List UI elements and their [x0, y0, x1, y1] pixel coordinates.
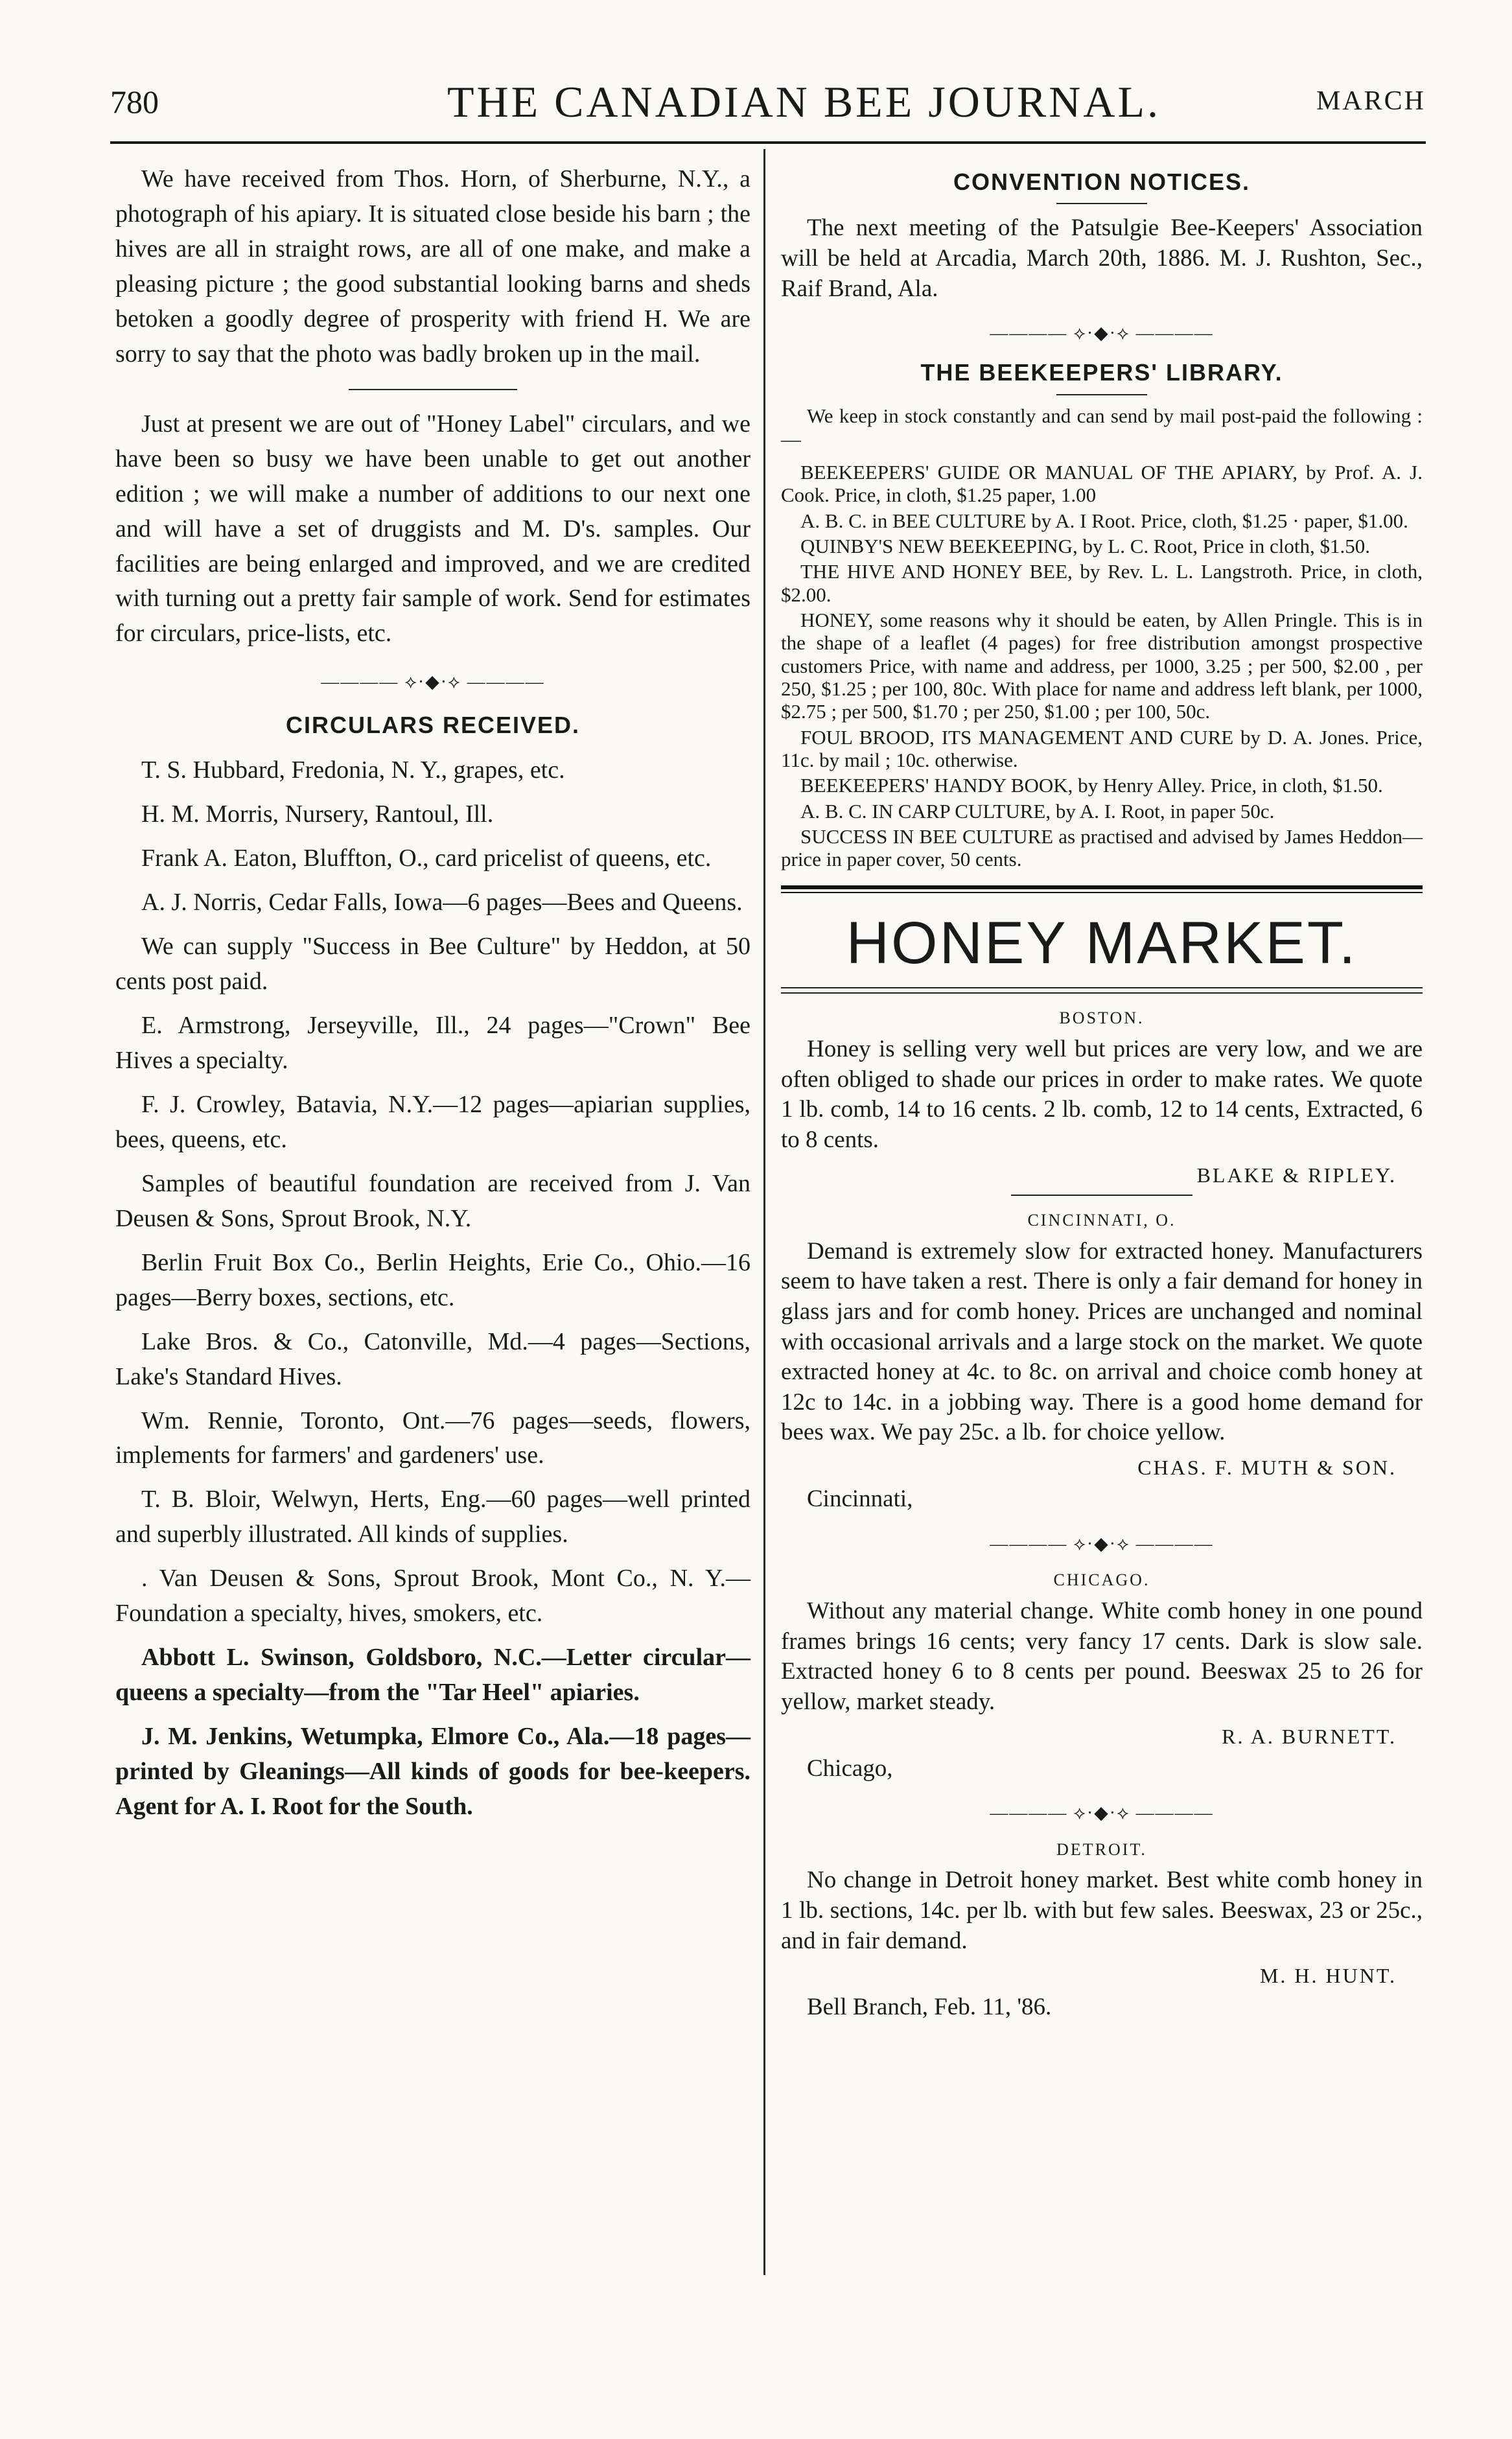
report-place: Chicago, [807, 1755, 893, 1782]
circular-item: . Van Deusen & Sons, Sprout Brook, Mont Co., N. Y.—Foundation a specialty, hives, smokers, etc. [115, 1565, 750, 1628]
library-intro: We keep in stock constantly and can send by mail post-paid the following :— [781, 404, 1423, 451]
library-item: FOUL BROOD, ITS MANAGEMENT AND CURE by D. A. Jones. Price, 11c. by mail ; 10c. otherwise. [781, 725, 1423, 771]
library-item: HONEY, some reasons why it should be eaten, by Allen Pringle. This is in the shape of a leaflet (4 pages) for free distribution amongst prospective customers Price, with name and address, per 1000, 3.25 ; per 500, $2.00 , per 250, $1.25 ; per 100, 80c. With place for name and address left blank, per 1000, $2.75 ; per 500, $1.70 ; per 250, $1.00 ; per 100, 50c. [781, 608, 1423, 723]
report-text: No change in Detroit honey market. Best white comb honey in 1 lb. sections, 14c. per lb. with but few sales. Beeswax, 23 or 25c., and in fair demand. [781, 1867, 1423, 1954]
market-report-chicago [781, 1570, 1423, 1784]
circular-item: Abbott L. Swinson, Goldsboro, N.C.—Letter circular—queens a specialty—from the "Tar Heel" apiaries. [115, 1644, 750, 1707]
library-item: THE HIVE AND HONEY BEE, by Rev. L. L. Langstroth. Price, in cloth, $2.00. [781, 560, 1423, 606]
heading-underline [1056, 394, 1147, 395]
issue-month: MARCH [1316, 86, 1426, 116]
market-report-cincinnati [781, 1210, 1423, 1515]
circular-item: Frank A. Eaton, Bluffton, O., card pricelist of queens, etc. [141, 845, 712, 872]
library-heading: THE BEEKEEPERS' LIBRARY. [920, 359, 1283, 386]
report-signature: CHAS. F. MUTH & SON. [1137, 1455, 1397, 1479]
ornament-divider: ———— ⟡·◆·⟡ ———— [990, 1803, 1214, 1824]
circulars-heading: CIRCULARS RECEIVED. [285, 712, 581, 739]
page-number: 780 [110, 84, 159, 120]
left-column [115, 162, 750, 1834]
circular-item: Berlin Fruit Box Co., Berlin Heights, Erie Co., Ohio.—16 pages—Berry boxes, sections, etc. [115, 1248, 750, 1311]
heading-underline [1056, 203, 1147, 204]
report-separator [1011, 1195, 1192, 1196]
honey-label-paragraph: Just at present we are out of "Honey Label" circulars, and we have been so busy we have been unable to get out another edition ; we will make a number of additions to our next one and will have a set of druggists and M. D's. samples. Our facilities are being enlarged and improved, and we are credited with turning out a pretty fair sample of work. Send for estimates for circulars, price-lists, etc. [115, 410, 750, 648]
circular-item: F. J. Crowley, Batavia, N.Y.—12 pages—apiarian supplies, bees, queens, etc. [115, 1090, 750, 1153]
circulars-list [115, 753, 750, 1825]
report-text: Without any material change. White comb honey in one pound frames brings 16 cents; very fancy 17 cents. Dark is slow sale. Extracted honey 6 to 8 cents per pound. Beeswax 25 to 26 for yellow, market steady. [781, 1597, 1423, 1715]
ornament-divider: ———— ⟡·◆·⟡ ———— [990, 1534, 1214, 1554]
ornament-divider: ———— ⟡·◆·⟡ ———— [321, 672, 545, 693]
ornament-divider: ———— ⟡·◆·⟡ ———— [990, 323, 1214, 344]
circular-item: T. B. Bloir, Welwyn, Herts, Eng.—60 pages—well printed and superbly illustrated. All kinds of supplies. [115, 1486, 750, 1548]
city-heading: DETROIT. [1056, 1839, 1147, 1859]
report-place: Cincinnati, [807, 1486, 913, 1513]
library-item: BEEKEEPERS' GUIDE OR MANUAL OF THE APIARY, by Prof. A. J. Cook. Price, in cloth, $1.25 paper, 1.00 [781, 460, 1423, 507]
circular-item: Samples of beautiful foundation are received from J. Van Deusen & Sons, Sprout Brook, N.Y. [115, 1169, 750, 1232]
market-top-thin-rule [781, 892, 1423, 893]
library-list [781, 461, 1423, 871]
honey-market-title: HONEY MARKET. [846, 909, 1358, 976]
column-divider [763, 149, 765, 2275]
right-column [781, 162, 1423, 2029]
convention-notice: The next meeting of the Patsulgie Bee-Keepers' Association will be held at Arcadia, March 20th, 1886. M. J. Rushton, Sec., Raif Brand, Ala. [781, 215, 1423, 302]
report-signature: M. H. HUNT. [1259, 1964, 1397, 1988]
report-text: Demand is extremely slow for extracted honey. Manufacturers seem to have taken a rest. There is only a fair demand for honey in glass jars and for comb honey. Prices are unchanged and nominal with occasional arrivals and a large stock on the market. We quote extracted honey at 4c. to 8c. on arrival and choice comb honey at 12c to 14c. in a jobbing way. There is a good home demand for bees wax. We pay 25c. a lb. for choice yellow. [781, 1237, 1423, 1446]
market-report-detroit [781, 1839, 1423, 2024]
city-heading: BOSTON. [1059, 1009, 1145, 1028]
circular-item: E. Armstrong, Jerseyville, Ill., 24 pages—"Crown" Bee Hives a specialty. [115, 1011, 750, 1074]
report-place: Bell Branch, Feb. 11, '86. [807, 1994, 1052, 2021]
library-item: A. B. C. in BEE CULTURE by A. I Root. Price, cloth, $1.25 · paper, $1.00. [800, 509, 1408, 532]
city-heading: CINCINNATI, O. [1027, 1210, 1176, 1230]
circular-item: J. M. Jenkins, Wetumpka, Elmore Co., Ala.—18 pages—printed by Gleanings—All kinds of goods for bee-keepers. Agent for A. I. Root for the South. [115, 1723, 750, 1821]
paragraph-separator [349, 389, 517, 390]
report-signature: BLAKE & RIPLEY. [1196, 1163, 1397, 1187]
market-top-rule [781, 885, 1423, 889]
header-rule [110, 141, 1426, 144]
city-heading: CHICAGO. [1053, 1570, 1150, 1590]
library-item: QUINBY'S NEW BEEKEEPING, by L. C. Root, Price in cloth, $1.50. [800, 534, 1370, 557]
market-double-rule [781, 987, 1423, 994]
circular-item: H. M. Morris, Nursery, Rantoul, Ill. [141, 800, 494, 828]
library-item: BEEKEEPERS' HANDY BOOK, by Henry Alley. Price, in cloth, $1.50. [800, 774, 1383, 797]
circular-item: Wm. Rennie, Toronto, Ont.—76 pages—seeds, flowers, implements for farmers' and gardeners' use. [115, 1406, 750, 1469]
library-item: SUCCESS IN BEE CULTURE as practised and advised by James Heddon—price in paper cover, 50 cents. [781, 824, 1423, 871]
horn-apiary-paragraph: We have received from Thos. Horn, of Sherburne, N.Y., a photograph of his apiary. It is situated close beside his barn ; the hives are all in straight rows, are all of one make, and make a pleasing picture ; the good substantial looking barns and sheds betoken a goodly degree of prosperity with friend H. We are sorry to say that the photo was badly broken up in the mail. [115, 165, 750, 368]
report-signature: R. A. BURNETT. [1222, 1725, 1397, 1749]
page-header [110, 76, 1426, 135]
report-text: Honey is selling very well but prices are very low, and we are often obliged to shade our prices in order to make rates. We quote 1 lb. comb, 14 to 16 cents. 2 lb. comb, 12 to 14 cents, Extracted, 6 to 8 cents. [781, 1036, 1423, 1154]
library-item: A. B. C. IN CARP CULTURE, by A. I. Root, in paper 50c. [800, 799, 1275, 823]
circular-item: T. S. Hubbard, Fredonia, N. Y., grapes, etc. [141, 756, 565, 784]
circular-item: A. J. Norris, Cedar Falls, Iowa—6 pages—Bees and Queens. [141, 889, 743, 916]
market-report-boston [781, 1008, 1423, 1188]
circular-item: We can supply "Success in Bee Culture" by Heddon, at 50 cents post paid. [115, 933, 750, 996]
circular-item: Lake Bros. & Co., Catonville, Md.—4 pages—Sections, Lake's Standard Hives. [115, 1327, 750, 1390]
convention-heading: CONVENTION NOTICES. [953, 169, 1251, 195]
journal-title: THE CANADIAN BEE JOURNAL. [447, 77, 1161, 126]
